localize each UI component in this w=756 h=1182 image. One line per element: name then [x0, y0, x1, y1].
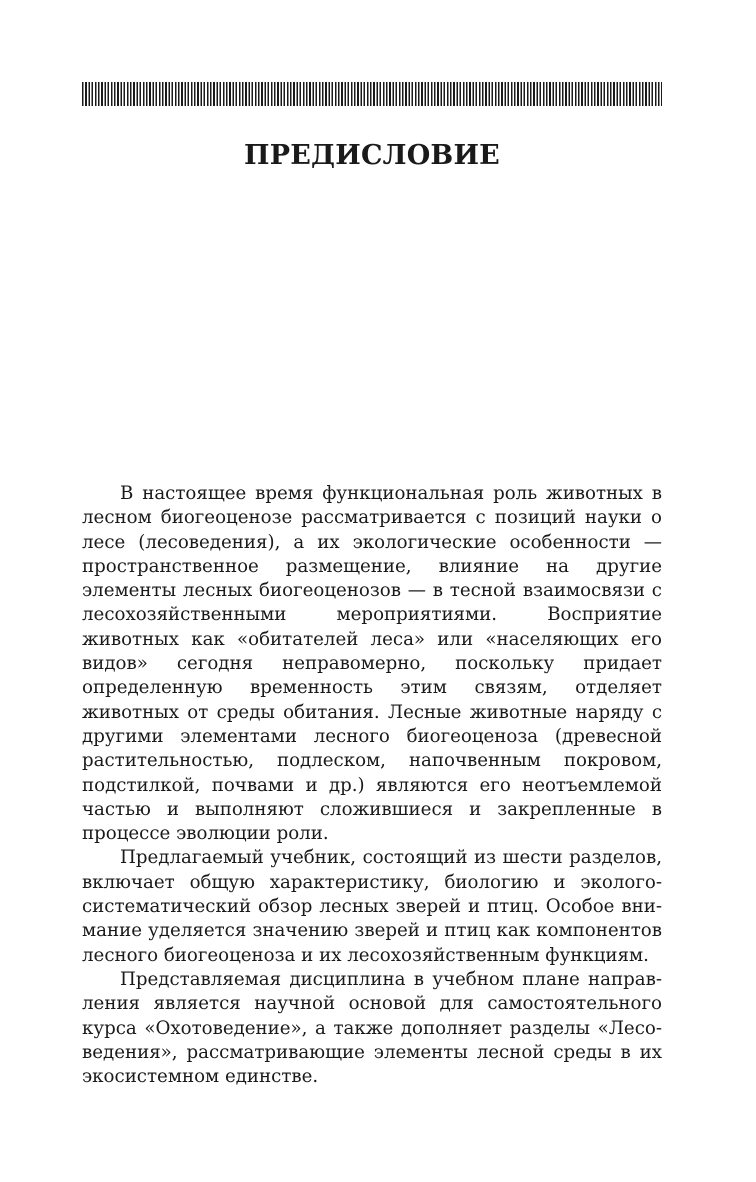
paragraph: Предлагаемый учебник, состоящий из шести разделов, включает общую характеристику, биологию и экологосистематический обзор лесных зверей и птиц. Особое внимание уделяется значению зверей и птиц как компонентов лесного биогеоценоза и их лесохозяйственным функциям. — [82, 847, 662, 966]
chapter-title: ПРЕДИСЛОВИЕ — [244, 140, 500, 171]
paragraph: В настоящее время функциональная роль животных в лесном биогеоценозе рассматривается с позиций науки о лесе (лесоведения), а их экологические особенности — пространственное размещение, влияние на другие элементы лесных биогеоценозов — в тесной взаимосвязи с лесохозяйственными мероприятиями. Восприятие животных как «обитателей леса» или «населяющих его видов» сегодня неправомерно, поскольку придает определенную временность этим связям, отделяет животных от среды обитания. Лесные животные наряду с другими элементами лесного биогеоценоза (древесной растительностью, подлеском, напочвенным покровом, подстилкой, почвами и др.) являются его неотъемлемой частью и выполняют сложившиеся и закрепленные в процессе эволюции роли. — [82, 483, 662, 845]
decorative-header-rule — [82, 82, 662, 106]
paragraph: Представляемая дисциплина в учебном плане направления является научной основой для самостоятельного курса «Охотоведение», а также дополняет разделы «Лесоведения», рассматривающие элементы лесной среды в их экосистемном единстве. — [82, 968, 662, 1088]
body-text — [82, 482, 662, 1089]
